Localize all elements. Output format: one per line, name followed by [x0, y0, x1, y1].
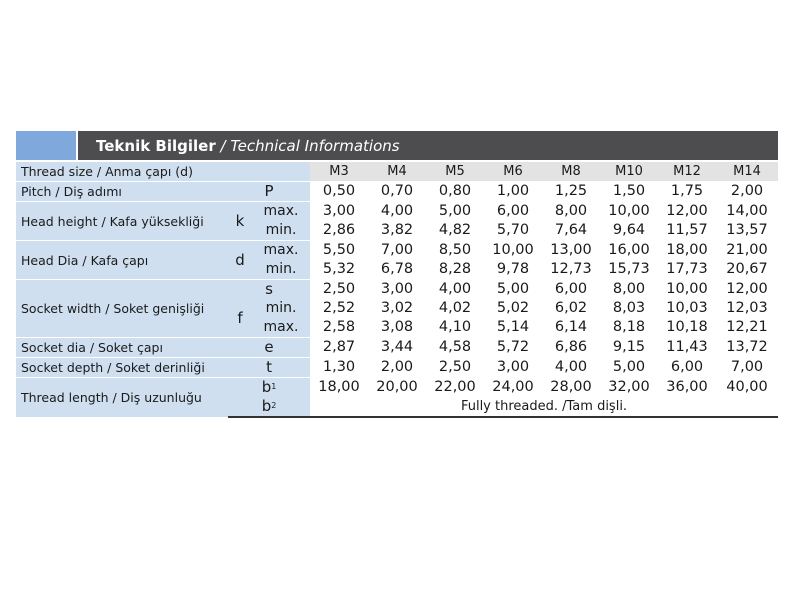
size-m3: M3 — [310, 162, 368, 182]
table-cell: 10,03 — [666, 300, 708, 316]
table-cell: 3,44 — [368, 338, 426, 358]
section-header — [16, 131, 778, 160]
table-cell: 4,00 — [368, 202, 426, 222]
fully-threaded-note: Fully threaded. /Tam dişli. — [310, 397, 778, 417]
b2-superscript: 2 — [271, 401, 277, 410]
table-cell: 12,00 — [716, 280, 778, 300]
table-cell: 11,57 — [666, 222, 708, 238]
table-cell: 4,00 — [542, 358, 600, 378]
table-cell: 0,70 — [368, 182, 426, 202]
table-cell: 13,00 — [542, 241, 600, 261]
table-cell: 5,72 — [484, 338, 542, 358]
table-cell: 4,58 — [426, 338, 484, 358]
size-m5: M5 — [426, 162, 484, 182]
head-dia-label: Head Dia / Kafa çapı — [16, 241, 228, 280]
table-cell: 5,32 — [322, 261, 356, 277]
table-cell: 9,78 — [496, 261, 530, 277]
head-height-max-row — [16, 202, 778, 222]
table-cell: 18,00 — [310, 378, 368, 398]
pitch-symbol: P — [228, 182, 310, 202]
socket-width-symbol-f: f — [228, 299, 252, 338]
table-cell: 28,00 — [542, 378, 600, 398]
socket-width-symbol-s: s — [228, 280, 310, 300]
socket-dia-symbol: e — [228, 338, 310, 358]
table-cell: 5,00 — [426, 202, 484, 222]
min-qualifier: min. — [252, 260, 310, 280]
table-cell: 2,52 — [322, 300, 356, 316]
table-cell: 1,50 — [600, 182, 658, 202]
table-cell: 22,00 — [426, 378, 484, 398]
table-cell: 2,50 — [426, 358, 484, 378]
table-cell: 20,00 — [368, 378, 426, 398]
table-cell: 36,00 — [658, 378, 716, 398]
table-cell: 6,78 — [380, 261, 414, 277]
table-cell: 10,18 — [666, 319, 708, 335]
table-cell: 6,00 — [542, 280, 600, 300]
table-cell: 6,86 — [542, 338, 600, 358]
table-cell: 15,73 — [608, 261, 650, 277]
pitch-label: Pitch / Diş adımı — [16, 182, 228, 202]
b1-letter: b — [261, 378, 272, 396]
table-cell: 17,73 — [666, 261, 708, 277]
b1-superscript: 1 — [271, 382, 277, 391]
table-cell: 3,02 — [380, 300, 414, 316]
table-cell: 4,00 — [426, 280, 484, 300]
thread-length-symbol-b1 — [228, 378, 310, 398]
table-cell: 3,00 — [484, 358, 542, 378]
table-cell: 5,70 — [496, 222, 530, 238]
table-cell: 16,00 — [600, 241, 658, 261]
size-m14: M14 — [716, 162, 778, 182]
table-cell: 12,21 — [726, 319, 768, 335]
table-cell: 6,00 — [658, 358, 716, 378]
head-dia-max-row — [16, 241, 778, 261]
table-cell: 6,02 — [554, 300, 588, 316]
table-cell: 9,15 — [600, 338, 658, 358]
table-cell: 0,50 — [310, 182, 368, 202]
table-cell: 1,25 — [542, 182, 600, 202]
table-cell: 5,02 — [496, 300, 530, 316]
table-cell: 8,00 — [542, 202, 600, 222]
socket-depth-row — [16, 358, 778, 378]
size-m12: M12 — [658, 162, 716, 182]
socket-width-s-row — [16, 280, 778, 300]
table-cell: 12,00 — [658, 202, 716, 222]
table-cell: 10,00 — [600, 202, 658, 222]
table-cell: 6,00 — [484, 202, 542, 222]
table-cell: 24,00 — [484, 378, 542, 398]
thread-size-label: Thread size / Anma çapı (d) — [16, 162, 310, 182]
table-cell: 3,00 — [310, 202, 368, 222]
section-title — [96, 137, 400, 155]
size-m8: M8 — [542, 162, 600, 182]
table-cell: 5,50 — [310, 241, 368, 261]
size-m10: M10 — [600, 162, 658, 182]
table-cell: 12,73 — [550, 261, 592, 277]
table-cell: 7,00 — [716, 358, 778, 378]
max-qualifier: max. — [252, 202, 310, 222]
table-cell: 14,00 — [716, 202, 778, 222]
socket-dia-row — [16, 338, 778, 358]
table-cell: 2,87 — [310, 338, 368, 358]
table-cell: 2,50 — [310, 280, 368, 300]
socket-width-label: Socket width / Soket genişliği — [16, 280, 228, 338]
table-cell: 20,67 — [726, 261, 768, 277]
table-cell: 1,75 — [658, 182, 716, 202]
table-cell: 5,14 — [496, 319, 530, 335]
table-cell: 7,64 — [554, 222, 588, 238]
socket-depth-label: Socket depth / Soket derinliği — [16, 358, 228, 378]
thread-length-label: Thread length / Diş uzunluğu — [16, 378, 228, 418]
table-cell: 21,00 — [716, 241, 778, 261]
table-cell: 0,80 — [426, 182, 484, 202]
b2-letter: b — [261, 397, 272, 415]
table-cell: 4,02 — [438, 300, 472, 316]
pitch-row — [16, 182, 778, 202]
head-height-label: Head height / Kafa yüksekliği — [16, 202, 228, 241]
thread-length-symbol-b2 — [228, 397, 310, 417]
size-m6: M6 — [484, 162, 542, 182]
table-cell: 1,30 — [310, 358, 368, 378]
table-cell: 13,57 — [726, 222, 768, 238]
thread-size-row — [16, 162, 778, 182]
table-cell: 11,43 — [658, 338, 716, 358]
table-cell: 5,00 — [484, 280, 542, 300]
socket-depth-symbol: t — [228, 358, 310, 378]
title-turkish: Teknik Bilgiler — [96, 136, 216, 155]
max-qualifier: max. — [252, 318, 310, 338]
head-height-symbol: k — [228, 202, 252, 241]
table-cell: 40,00 — [716, 378, 778, 398]
table-cell: 2,58 — [322, 319, 356, 335]
max-qualifier: max. — [252, 241, 310, 261]
table-cell: 3,00 — [368, 280, 426, 300]
min-qualifier: min. — [252, 299, 310, 318]
min-qualifier: min. — [252, 221, 310, 241]
table-cell: 4,10 — [438, 319, 472, 335]
table-cell: 8,03 — [612, 300, 646, 316]
table-cell: 5,00 — [600, 358, 658, 378]
table-cell: 9,64 — [612, 222, 646, 238]
table-cell: 32,00 — [600, 378, 658, 398]
table-cell: 10,00 — [484, 241, 542, 261]
table-cell: 2,86 — [322, 222, 356, 238]
table-cell: 8,28 — [438, 261, 472, 277]
technical-spec-table — [16, 162, 778, 418]
table-cell: 2,00 — [368, 358, 426, 378]
table-cell: 7,00 — [368, 241, 426, 261]
table-cell: 18,00 — [658, 241, 716, 261]
table-cell: 13,72 — [716, 338, 778, 358]
table-cell: 8,50 — [426, 241, 484, 261]
table-cell: 3,82 — [380, 222, 414, 238]
header-accent-block — [16, 131, 78, 160]
head-dia-symbol: d — [228, 241, 252, 280]
size-m4: M4 — [368, 162, 426, 182]
table-cell: 2,00 — [716, 182, 778, 202]
table-cell: 1,00 — [484, 182, 542, 202]
table-cell: 8,18 — [612, 319, 646, 335]
table-cell: 12,03 — [726, 300, 768, 316]
socket-dia-label: Socket dia / Soket çapı — [16, 338, 228, 358]
thread-length-b1-row — [16, 378, 778, 398]
title-english: / Technical Informations — [220, 136, 400, 155]
table-cell: 8,00 — [600, 280, 658, 300]
table-cell: 6,14 — [554, 319, 588, 335]
table-cell: 10,00 — [658, 280, 716, 300]
table-cell: 3,08 — [380, 319, 414, 335]
table-cell: 4,82 — [438, 222, 472, 238]
